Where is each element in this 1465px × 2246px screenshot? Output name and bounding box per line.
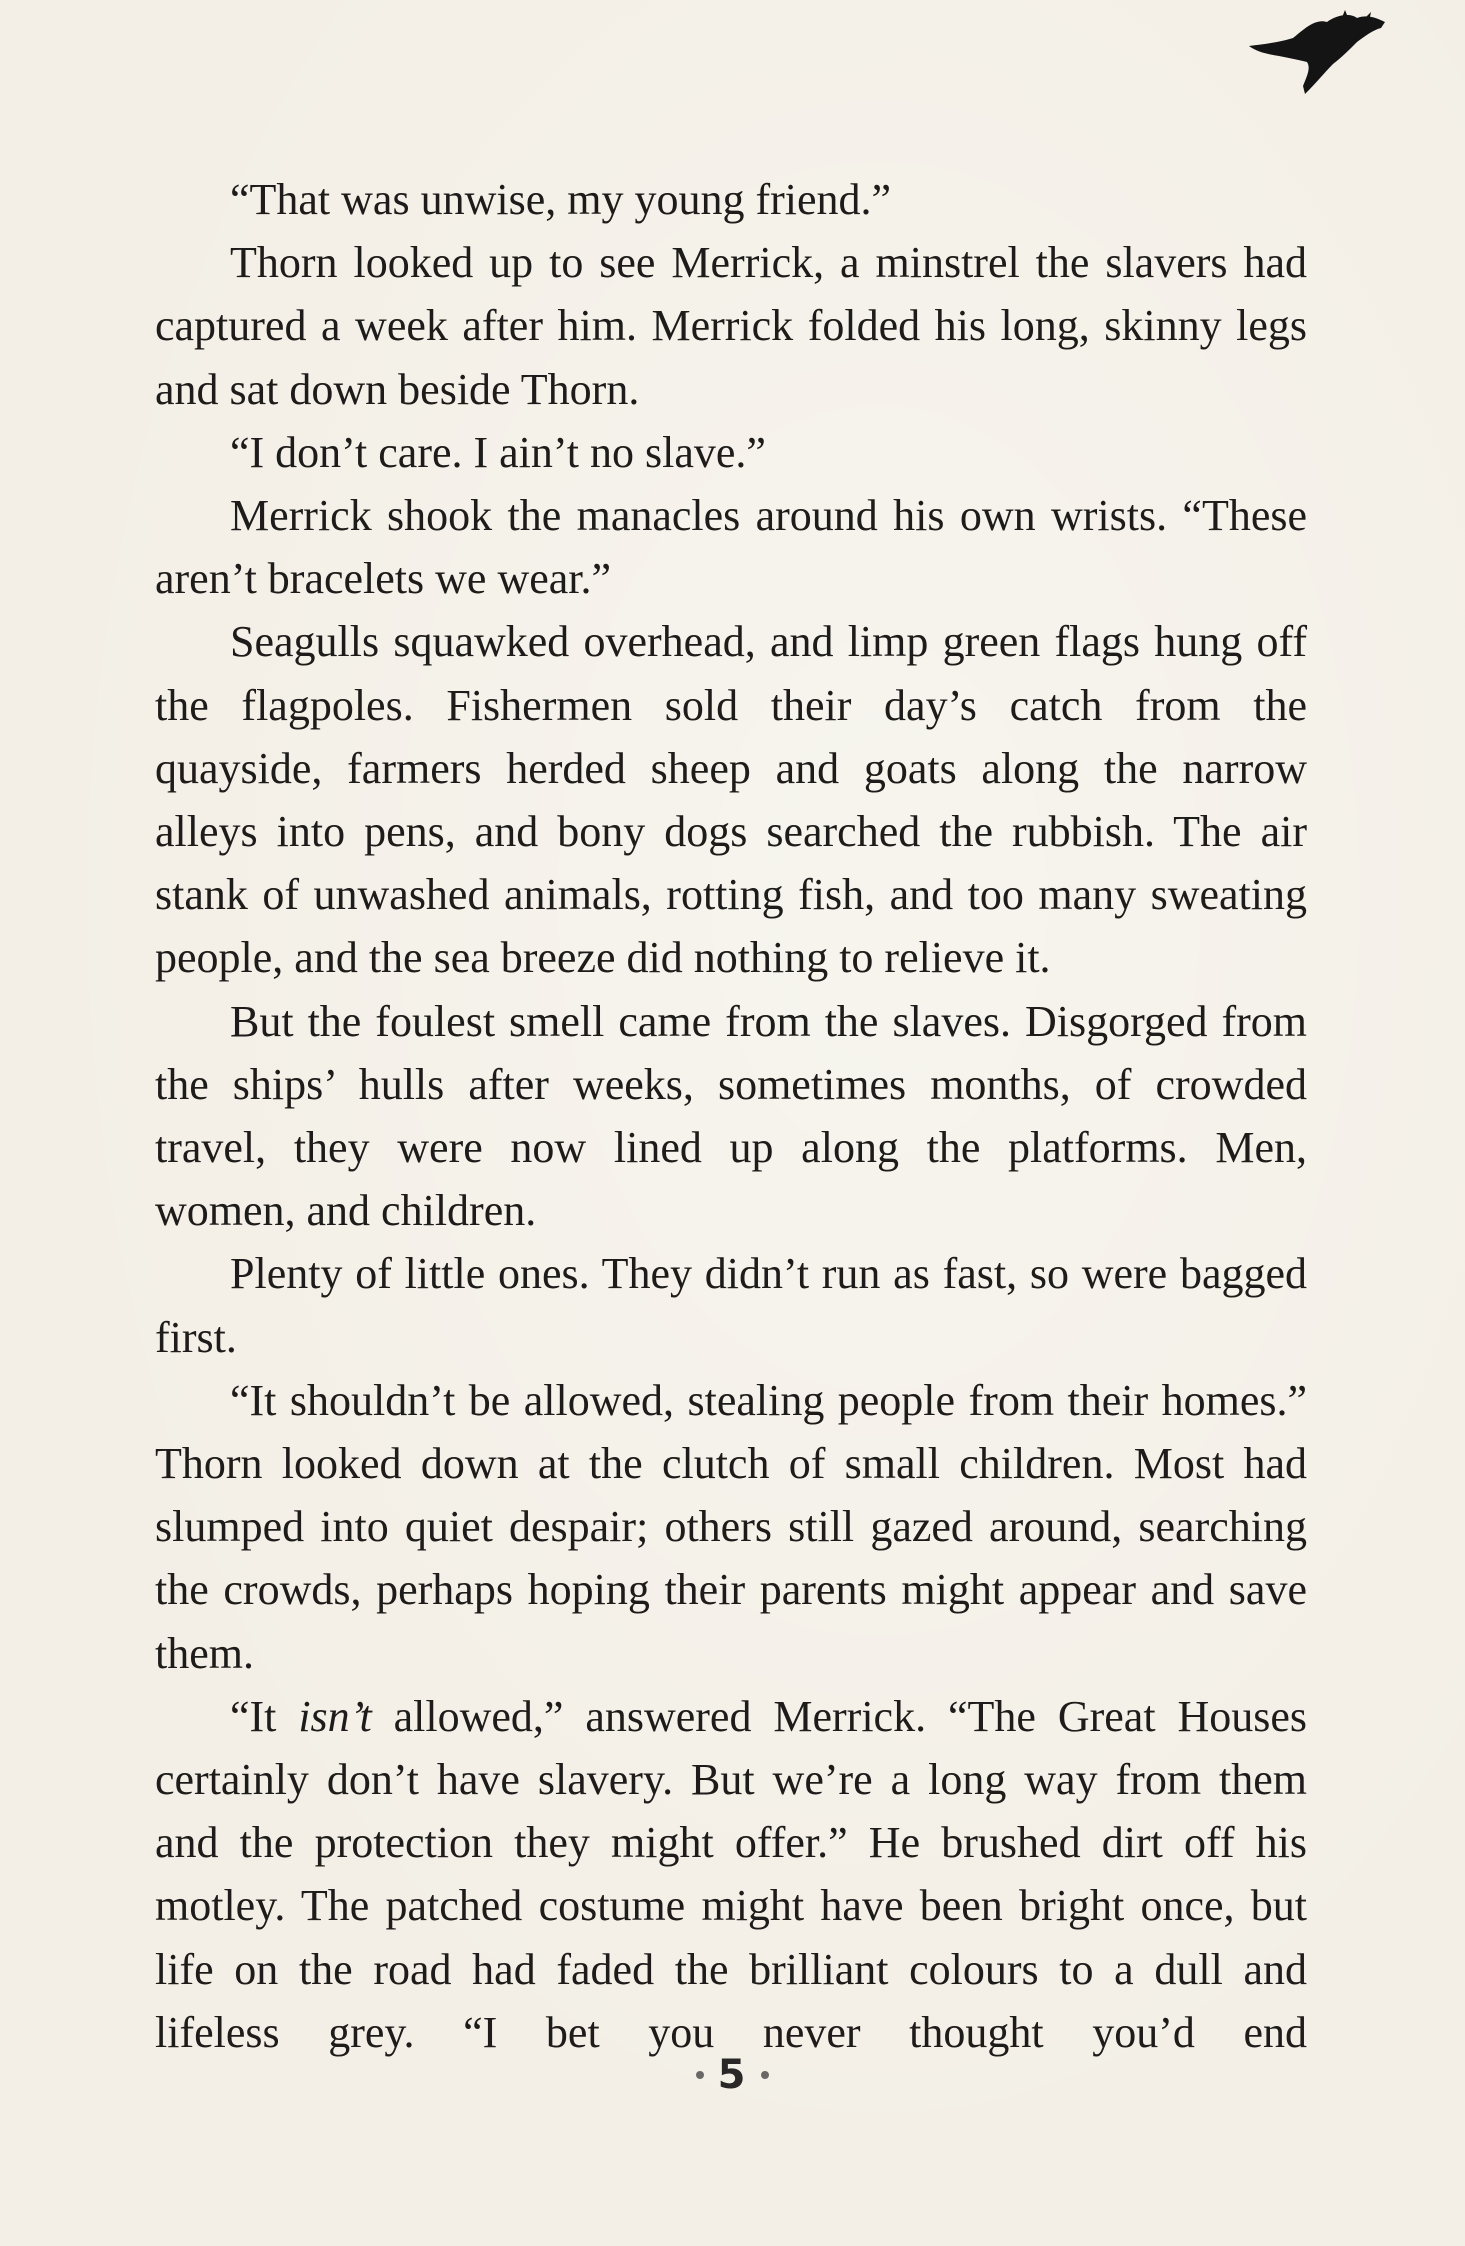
paragraph: Seagulls squawked overhead, and limp green flags hung off the flagpoles. Fishermen sold their day’s catch from the quayside, farmers herded sheep and goats along the narrow alleys into pens, and bony dogs searched the rubbish. The air stank of unwashed animals, rotting fish, and too many sweating people, and the sea breeze did nothing to relieve it. xyxy=(155,617,1307,983)
bullet-dot-icon xyxy=(761,2071,769,2079)
paragraph xyxy=(155,1685,1307,2064)
paragraph: Thorn looked up to see Merrick, a minstrel the slavers had captured a week after him. Merrick folded his long, skinny legs and sat down beside Thorn. xyxy=(155,238,1307,414)
paragraph: Plenty of little ones. They didn’t run as fast, so were bagged first. xyxy=(155,1249,1307,1362)
paragraph: “That was unwise, my young friend.” xyxy=(230,175,892,224)
paragraph: “I don’t care. I ain’t no slave.” xyxy=(230,427,766,477)
crow-silhouette-icon xyxy=(1245,8,1395,98)
chapter-text xyxy=(155,168,1307,2064)
page-number: 5 xyxy=(717,2052,748,2098)
paragraph-text-after: allowed,” answered Merrick. “The Great Houses certainly don’t have slavery. But we’re a long way from them and the protection they might offer.” He brushed dirt off his motley. The patched costume might have been bright once, but life on the road had faded the brilliant colours to a dull and lifeless grey. “I bet you never thought you’d end xyxy=(155,1691,1308,2057)
paragraph: “It shouldn’t be allowed, stealing people from their homes.” Thorn looked down at the clutch of small children. Most had slumped into quiet despair; others still gazed around, searching the crowds, perhaps hoping their parents might appear and save them. xyxy=(155,1375,1307,1678)
paragraph-text-before: “It xyxy=(230,1691,299,1741)
emphasized-word: isn’t xyxy=(298,1691,372,1741)
paragraph: Merrick shook the manacles around his own wrists. “These aren’t bracelets we wear.” xyxy=(155,491,1307,604)
paragraph: But the foulest smell came from the slaves. Disgorged from the ships’ hulls after weeks, sometimes months, of crowded travel, they were now lined up along the platforms. Men, women, and children. xyxy=(155,996,1307,1236)
bullet-dot-icon xyxy=(696,2071,704,2079)
page-number-footer xyxy=(0,2052,1465,2098)
